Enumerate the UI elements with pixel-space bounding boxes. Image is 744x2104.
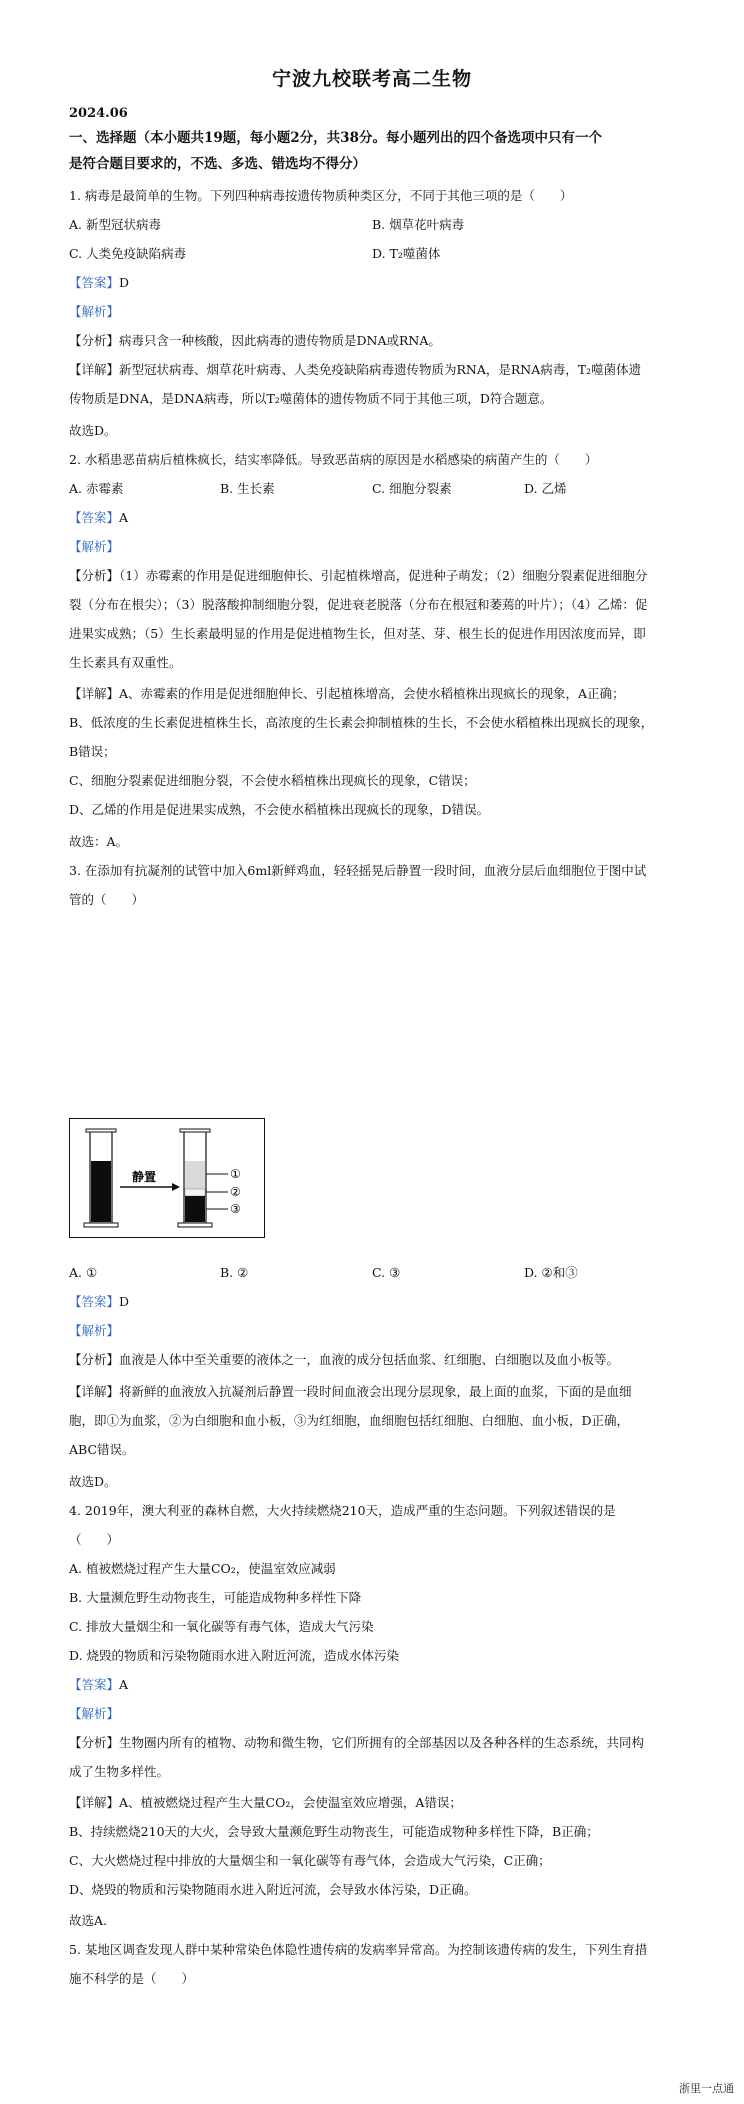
question-5-stem-cont: 施不科学的是（ ） xyxy=(69,1971,195,1986)
figure-label: 静置 xyxy=(132,1170,157,1184)
question-1-stem: 1. 病毒是最简单的生物。下列四种病毒按遗传物质种类区分，不同于其他三项的是（ ） xyxy=(69,188,573,203)
q2-xiangjie-cont: D、乙烯的作用是促进果实成熟，不会使水稻植株出现疯长的现象，D错误。 xyxy=(69,802,490,817)
q2-analysis-tag: 【解析】 xyxy=(69,539,120,554)
xiangjie-tag: 【详解】 xyxy=(69,686,120,701)
test-tube-diagram xyxy=(70,1119,263,1236)
q2-fenxi-cont: 生长素具有双重性。 xyxy=(69,655,182,670)
fenxi-text: 病毒只含一种核酸，因此病毒的遗传物质是DNA或RNA。 xyxy=(119,333,441,348)
section-heading-cont: 是符合题目要求的，不选、多选、错选均不得分） xyxy=(69,156,366,172)
xiangjie-tag: 【详解】 xyxy=(69,1384,120,1399)
question-3-stem-cont: 管的（ ） xyxy=(69,892,145,907)
q4-fenxi xyxy=(69,1733,679,1753)
xiangjie-tag: 【详解】 xyxy=(69,362,120,377)
q1-fenxi xyxy=(69,331,679,351)
q3-option-c: C. ③ xyxy=(372,1265,401,1280)
test-tube-figure xyxy=(69,1118,265,1238)
q3-answer xyxy=(69,1292,679,1312)
q3-conclusion: 故选D。 xyxy=(69,1474,117,1489)
xiangjie-tag: 【详解】 xyxy=(69,1795,120,1810)
question-4-stem-cont: （ ） xyxy=(69,1532,120,1547)
q4-analysis-tag: 【解析】 xyxy=(69,1706,120,1721)
q2-option-d: D. 乙烯 xyxy=(524,481,567,496)
q3-option-d: D. ②和③ xyxy=(524,1265,578,1280)
q1-xiangjie-cont: 传物质是DNA，是DNA病毒，所以T₂噬菌体的遗传物质不同于其他三项，D符合题意。 xyxy=(69,391,553,406)
answer-value: D xyxy=(119,275,130,290)
q4-option-c: C. 排放大量烟尘和一氧化碳等有毒气体，造成大气污染 xyxy=(69,1619,374,1634)
question-5-stem: 5. 某地区调查发现人群中某种常染色体隐性遗传病的发病率异常高。为控制该遗传病的发生，下列生育措 xyxy=(69,1942,648,1957)
q2-xiangjie-cont: B错误； xyxy=(69,744,116,759)
left-tube-blood xyxy=(91,1161,111,1222)
q4-option-a: A. 植被燃烧过程产生大量CO₂，使温室效应减弱 xyxy=(69,1561,336,1576)
q2-answer xyxy=(69,508,679,528)
page-footer: 浙里一点通 xyxy=(679,2082,734,2095)
answer-tag: 【答案】 xyxy=(69,275,120,290)
q1-answer xyxy=(69,273,679,293)
marker-3: ③ xyxy=(230,1202,241,1216)
q1-option-a: A. 新型冠状病毒 xyxy=(69,217,161,232)
q1-option-c: C. 人类免疫缺陷病毒 xyxy=(69,246,187,261)
fenxi-tag: 【分析】 xyxy=(69,333,120,348)
question-3-stem: 3. 在添加有抗凝剂的试管中加入6ml新鲜鸡血，轻轻摇晃后静置一段时间，血液分层后血细胞位于图中试 xyxy=(69,863,647,878)
marker-2: ② xyxy=(230,1185,241,1199)
q2-option-b: B. 生长素 xyxy=(220,481,275,496)
q2-xiangjie-cont: C、细胞分裂素促进细胞分裂，不会使水稻植株出现疯长的现象，C错误； xyxy=(69,773,476,788)
answer-value: D xyxy=(119,1294,130,1309)
q2-fenxi-cont: 裂（分布在根尖）；（3）脱落酸抑制细胞分裂，促进衰老脱落（分布在根冠和萎蔫的叶片）；（4）乙烯：促 xyxy=(69,597,648,612)
q3-option-b: B. ② xyxy=(220,1265,249,1280)
marker-1: ① xyxy=(230,1167,241,1181)
q4-xiangjie-cont: D、烧毁的物质和污染物随雨水进入附近河流，会导致水体污染，D正确。 xyxy=(69,1882,477,1897)
q2-option-a: A. 赤霉素 xyxy=(69,481,124,496)
xiangjie-text: 将新鲜的血液放入抗凝剂后静置一段时间血液会出现分层现象，最上面的血浆，下面的是血细 xyxy=(119,1384,632,1399)
answer-tag: 【答案】 xyxy=(69,1294,120,1309)
fenxi-text: 生物圈内所有的植物、动物和微生物，它们所拥有的全部基因以及各种各样的生态系统，共同构 xyxy=(119,1735,645,1750)
right-tube-rim xyxy=(180,1129,210,1132)
answer-value: A xyxy=(119,510,129,525)
arrow-head xyxy=(172,1183,180,1191)
q4-option-b: B. 大量濒危野生动物丧生，可能造成物种多样性下降 xyxy=(69,1590,362,1605)
red-cell-layer xyxy=(185,1196,205,1222)
question-2-stem: 2. 水稻患恶苗病后植株疯长，结实率降低。导致恶苗病的原因是水稻感染的病菌产生的（ ） xyxy=(69,452,598,467)
answer-tag: 【答案】 xyxy=(69,510,120,525)
q2-xiangjie xyxy=(69,684,679,704)
fenxi-tag: 【分析】 xyxy=(69,1735,120,1750)
buffy-coat-layer xyxy=(185,1189,205,1196)
fenxi-tag: 【分析】 xyxy=(69,568,120,583)
question-4-stem: 4. 2019年，澳大利亚的森林自燃，大火持续燃烧210天，造成严重的生态问题。下列叙述错误的是 xyxy=(69,1503,616,1518)
section-heading: 一、选择题（本小题共19题，每小题2分，共38分。每小题列出的四个备选项中只有一个 xyxy=(69,130,602,146)
q2-option-c: C. 细胞分裂素 xyxy=(372,481,452,496)
q2-xiangjie-cont: B、低浓度的生长素促进植株生长，高浓度的生长素会抑制植株的生长，不会使水稻植株出现疯长的现象， xyxy=(69,715,654,730)
left-tube-base xyxy=(84,1223,118,1227)
q4-option-d: D. 烧毁的物质和污染物随雨水进入附近河流，造成水体污染 xyxy=(69,1648,400,1663)
q2-fenxi-cont: 进果实成熟；（5）生长素最明显的作用是促进植物生长，但对茎、芽、根生长的促进作用因浓度而异，即 xyxy=(69,626,646,641)
q3-xiangjie xyxy=(69,1382,679,1402)
fenxi-tag: 【分析】 xyxy=(69,1352,120,1367)
right-tube-base xyxy=(178,1223,212,1227)
q2-fenxi xyxy=(69,566,679,586)
q2-conclusion: 故选：A。 xyxy=(69,834,129,849)
xiangjie-text: 新型冠状病毒、烟草花叶病毒、人类免疫缺陷病毒遗传物质为RNA，是RNA病毒，T₂噬菌体遗 xyxy=(119,362,642,377)
q3-fenxi xyxy=(69,1350,679,1370)
q4-xiangjie-cont: B、持续燃烧210天的大火，会导致大量濒危野生动物丧生，可能造成物种多样性下降，B正确； xyxy=(69,1824,599,1839)
q3-analysis-tag: 【解析】 xyxy=(69,1323,120,1338)
q4-conclusion: 故选A. xyxy=(69,1913,108,1928)
q4-fenxi-cont: 成了生物多样性。 xyxy=(69,1764,170,1779)
answer-tag: 【答案】 xyxy=(69,1677,120,1692)
page-title: 宁波九校联考高二生物 xyxy=(271,68,472,90)
xiangjie-text: A、植被燃烧过程产生大量CO₂，会使温室效应增强，A错误； xyxy=(119,1795,462,1810)
q1-option-b: B. 烟草花叶病毒 xyxy=(372,217,465,232)
q3-xiangjie-cont: 胞，即①为血浆，②为白细胞和血小板，③为红细胞，血细胞包括红细胞、白细胞、血小板，D正确， xyxy=(69,1413,630,1428)
q3-option-a: A. ① xyxy=(69,1265,98,1280)
answer-value: A xyxy=(119,1677,129,1692)
xiangjie-text: A、赤霉素的作用是促进细胞伸长、引起植株增高，会使水稻植株出现疯长的现象，A正确； xyxy=(119,686,625,701)
left-tube-rim xyxy=(86,1129,116,1132)
q3-xiangjie-cont: ABC错误。 xyxy=(69,1442,135,1457)
plasma-layer xyxy=(185,1161,205,1189)
q1-xiangjie xyxy=(69,360,679,380)
fenxi-text: （1）赤霉素的作用是促进细胞伸长、引起植株增高，促进种子萌发；（2）细胞分裂素促进细胞分 xyxy=(119,568,648,583)
q1-option-d: D. T₂噬菌体 xyxy=(372,246,441,261)
q1-analysis-tag: 【解析】 xyxy=(69,304,120,319)
fenxi-text: 血液是人体中至关重要的液体之一，血液的成分包括血浆、红细胞、白细胞以及血小板等。 xyxy=(119,1352,620,1367)
q1-conclusion: 故选D。 xyxy=(69,423,117,438)
exam-date: 2024.06 xyxy=(69,106,128,121)
q4-answer xyxy=(69,1675,679,1695)
q4-xiangjie xyxy=(69,1793,679,1813)
q4-xiangjie-cont: C、大火燃烧过程中排放的大量烟尘和一氧化碳等有毒气体，会造成大气污染，C正确； xyxy=(69,1853,551,1868)
